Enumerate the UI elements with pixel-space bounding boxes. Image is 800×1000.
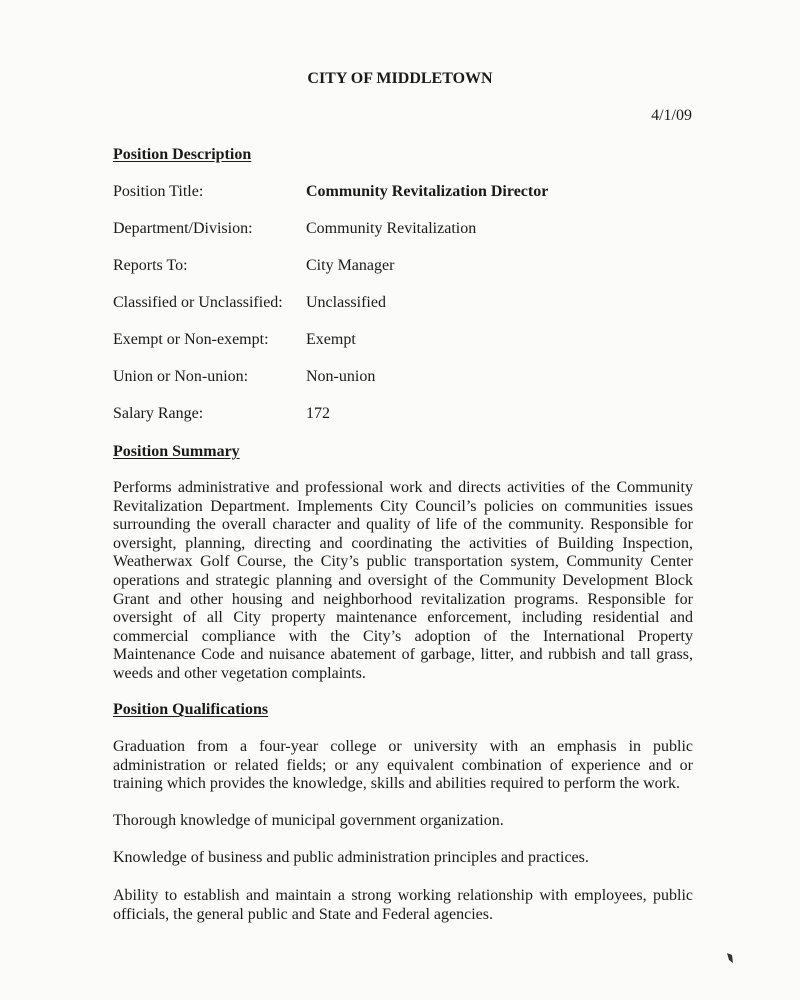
- field-label: Exempt or Non-exempt:: [113, 331, 269, 348]
- field-label: Reports To:: [113, 257, 188, 274]
- field-value: Unclassified: [306, 294, 386, 311]
- field-value: Exempt: [306, 331, 356, 348]
- field-value: Community Revitalization Director: [306, 183, 549, 200]
- field-label: Position Title:: [113, 183, 204, 200]
- field-value: City Manager: [306, 257, 395, 274]
- field-value: 172: [306, 405, 330, 422]
- qualification-paragraph: Graduation from a four-year college or university with an emphasis in public administration or related fields; or any equivalent combination of experience and or training which provides the knowledge, skills and abilities required to perform the work.: [113, 738, 693, 793]
- position-summary-heading: Position Summary: [113, 443, 240, 460]
- document-date: 4/1/09: [651, 107, 692, 124]
- scan-mark: [726, 952, 734, 964]
- position-summary-text: Performs administrative and professional work and directs activities of the Community Revitalization Department. Implements City Council’s policies on communities issues surrounding the overall character and quality of life of the community. Responsible for oversight, planning, directing and coordinating the activities of Building Inspection, Weatherwax Golf Course, the City’s public transportation system, Community Center operations and strategic planning and oversight of the Community Development Block Grant and other housing and neighborhood revitalization programs. Responsible for oversight of all City property maintenance enforcement, including residential and commercial compliance with the City’s adoption of the International Property Maintenance Code and nuisance abatement of garbage, litter, and rubbish and tall grass, weeds and other vegetation complaints.: [113, 479, 693, 682]
- document-title: CITY OF MIDDLETOWN: [307, 70, 493, 87]
- field-value: Non-union: [306, 368, 376, 385]
- qualification-paragraph: Knowledge of business and public administration principles and practices.: [113, 849, 589, 866]
- position-qualifications-heading: Position Qualifications: [113, 701, 269, 718]
- position-description-heading: Position Description: [113, 146, 252, 163]
- field-value: Community Revitalization: [306, 220, 477, 237]
- qualification-paragraph: Thorough knowledge of municipal government organization.: [113, 812, 504, 829]
- field-label: Union or Non-union:: [113, 368, 249, 385]
- field-label: Department/Division:: [113, 220, 253, 237]
- qualification-paragraph: Ability to establish and maintain a strong working relationship with employees, public officials, the general public and State and Federal agencies.: [113, 887, 693, 923]
- field-label: Salary Range:: [113, 405, 204, 422]
- field-label: Classified or Unclassified:: [113, 294, 283, 311]
